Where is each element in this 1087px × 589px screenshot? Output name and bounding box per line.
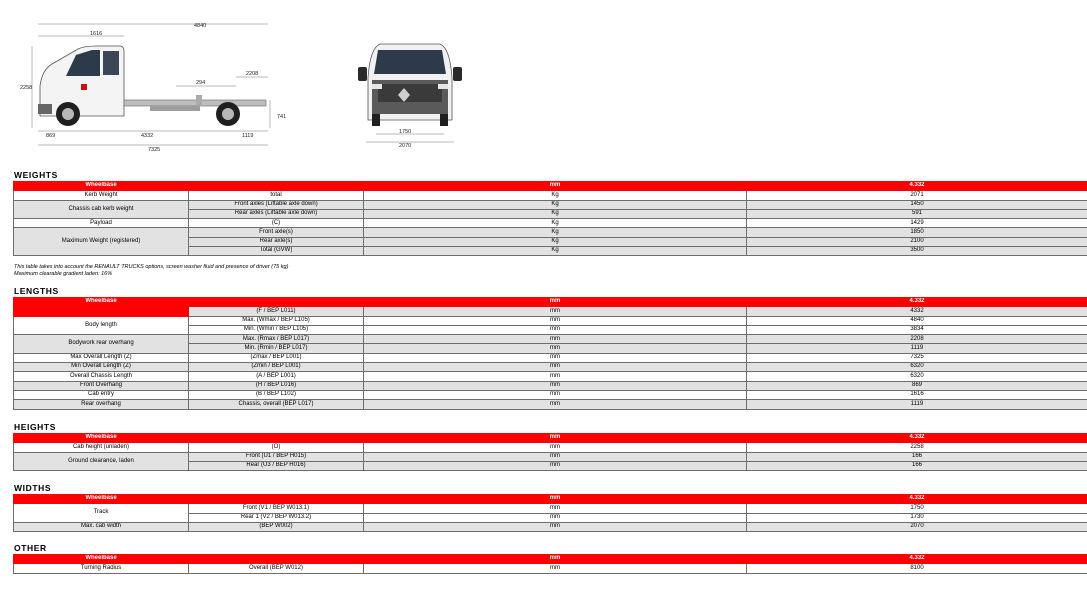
row-value: 1119 <box>747 400 1087 409</box>
heights-table <box>13 433 1087 471</box>
other-table <box>13 554 1087 574</box>
row-sublabel: Chassis, overall (BEP L017) <box>189 400 364 409</box>
row-value: 166 <box>747 452 1087 461</box>
row-value: 1616 <box>747 390 1087 399</box>
row-sublabel: Overall (BEP W012) <box>189 564 364 573</box>
dim-front-track: 1750 <box>399 129 412 135</box>
row-value: 2258 <box>747 443 1087 452</box>
row-sublabel: Front axle(s) <box>189 228 364 237</box>
widths-table <box>13 494 1087 532</box>
header-blank <box>189 555 364 564</box>
dim-front-width: 2070 <box>399 143 412 149</box>
row-unit: mm <box>364 372 747 381</box>
row-label: Kerb Weight <box>14 191 189 200</box>
row-label: Max Overall Length (Z) <box>14 353 189 362</box>
row-unit: mm <box>364 325 747 334</box>
dim-total-length: 7325 <box>148 147 161 153</box>
lengths-table <box>13 297 1087 410</box>
table-row <box>14 443 1087 452</box>
row-unit: mm <box>364 307 747 316</box>
header-wheelbase: Wheelbase <box>14 434 189 443</box>
dim-rear-height: 2208 <box>246 71 259 77</box>
row-value: 1450 <box>747 200 1087 209</box>
row-value: 591 <box>747 209 1087 218</box>
table-row <box>14 307 1087 316</box>
weights-table <box>13 181 1087 256</box>
row-label: Bodywork rear overhang <box>14 335 189 354</box>
row-value: 2100 <box>747 237 1087 246</box>
row-label: Front Overhang <box>14 381 189 390</box>
dim-wheelbase: 4332 <box>141 133 154 139</box>
row-sublabel: (BEP W002) <box>189 522 364 531</box>
weights-note-options: This table takes into account the RENAULT TRUCKS options, screen washer fluid and presence of driver (75 kg) <box>14 264 289 270</box>
row-label: Cab entry <box>14 390 189 399</box>
header-blank <box>189 434 364 443</box>
table-row <box>14 564 1087 573</box>
row-label: Ground clearance, laden <box>14 452 189 471</box>
row-value: 2070 <box>747 522 1087 531</box>
header-unit: mm <box>364 555 747 564</box>
row-value: 2071 <box>747 191 1087 200</box>
row-sublabel: Rear axles (Liftable axle down) <box>189 209 364 218</box>
side-view-truck <box>20 23 286 153</box>
header-blank <box>189 182 364 191</box>
row-value: 3834 <box>747 325 1087 334</box>
dim-cab-length: 1616 <box>90 31 103 37</box>
table-row <box>14 381 1087 390</box>
table-header-row <box>14 434 1087 443</box>
row-sublabel: Front axles (Liftable axle down) <box>189 200 364 209</box>
weights-note <box>14 264 288 277</box>
header-wheelbase: Wheelbase <box>14 298 189 307</box>
row-unit: Kg <box>364 209 747 218</box>
header-wheelbase-value: 4.332 <box>747 298 1087 307</box>
row-label: Chassis cab kerb weight <box>14 200 189 219</box>
row-value: 1730 <box>747 513 1087 522</box>
row-unit: mm <box>364 400 747 409</box>
row-sublabel: total <box>189 191 364 200</box>
header-unit: mm <box>364 434 747 443</box>
vehicle-dimension-drawing <box>0 0 1087 165</box>
row-value: 4332 <box>747 307 1087 316</box>
row-label: Payload <box>14 219 189 228</box>
row-sublabel: (O) <box>189 443 364 452</box>
heights-title: HEIGHTS <box>14 422 56 432</box>
row-unit: Kg <box>364 237 747 246</box>
table-row <box>14 363 1087 372</box>
table-row <box>14 335 1087 344</box>
row-sublabel: (H / BEP L016) <box>189 381 364 390</box>
row-unit: mm <box>364 564 747 573</box>
row-unit: mm <box>364 522 747 531</box>
weights-title: WEIGHTS <box>14 170 58 180</box>
row-sublabel: Total (GVW) <box>189 247 364 256</box>
table-header-row <box>14 182 1087 191</box>
header-wheelbase-value: 4.332 <box>747 495 1087 504</box>
row-value: 4840 <box>747 316 1087 325</box>
table-row <box>14 191 1087 200</box>
header-wheelbase: Wheelbase <box>14 555 189 564</box>
row-unit: mm <box>364 344 747 353</box>
lengths-title: LENGTHS <box>14 286 59 296</box>
dim-front-overhang: 869 <box>46 133 56 139</box>
row-sublabel: Max. (Rmax / BEP L017) <box>189 335 364 344</box>
row-value: 1850 <box>747 228 1087 237</box>
row-unit: mm <box>364 461 747 470</box>
row-sublabel: (C) <box>189 219 364 228</box>
header-wheelbase-value: 4.332 <box>747 434 1087 443</box>
row-sublabel: (F / BEP L011) <box>189 307 364 316</box>
dim-frame-gap: 294 <box>196 80 206 86</box>
row-sublabel: Front (V1 / BEP W013.1) <box>189 504 364 513</box>
row-unit: Kg <box>364 228 747 237</box>
row-unit: mm <box>364 452 747 461</box>
row-label: Body length <box>14 316 189 335</box>
header-wheelbase: Wheelbase <box>14 182 189 191</box>
table-row <box>14 504 1087 513</box>
table-row <box>14 390 1087 399</box>
row-unit: mm <box>364 363 747 372</box>
row-value: 6320 <box>747 372 1087 381</box>
row-value: 8100 <box>747 564 1087 573</box>
row-sublabel: (A / BEP L001) <box>189 372 364 381</box>
row-sublabel: Rear axle(s) <box>189 237 364 246</box>
row-unit: mm <box>364 335 747 344</box>
table-row <box>14 353 1087 362</box>
row-value: 7325 <box>747 353 1087 362</box>
dim-rear-overhang-height: 741 <box>277 114 287 120</box>
row-label: Min Overall Length (Z) <box>14 363 189 372</box>
table-row <box>14 372 1087 381</box>
header-blank <box>189 298 364 307</box>
row-unit: Kg <box>364 219 747 228</box>
row-label: Overall Chassis Length <box>14 372 189 381</box>
row-label: Maximum Weight (registered) <box>14 228 189 256</box>
table-header-row <box>14 555 1087 564</box>
row-unit: Kg <box>364 200 747 209</box>
row-unit: mm <box>364 390 747 399</box>
header-unit: mm <box>364 182 747 191</box>
row-unit: Kg <box>364 247 747 256</box>
table-row <box>14 522 1087 531</box>
row-label <box>14 307 189 316</box>
weights-note-gradient: Maximum clearable gradient laden: 16% <box>14 270 113 277</box>
dim-overall-height: 2258 <box>20 85 33 91</box>
row-sublabel: (Zmin / BEP L001) <box>189 363 364 372</box>
row-unit: mm <box>364 443 747 452</box>
row-label: Turning Radius <box>14 564 189 573</box>
table-row <box>14 452 1087 461</box>
row-sublabel: Rear 1 (V2 / BEP W013.2) <box>189 513 364 522</box>
row-label: Track <box>14 504 189 523</box>
row-value: 6320 <box>747 363 1087 372</box>
row-unit: mm <box>364 504 747 513</box>
table-row <box>14 400 1087 409</box>
table-header-row <box>14 495 1087 504</box>
row-label: Cab height (unladen) <box>14 443 189 452</box>
row-unit: mm <box>364 316 747 325</box>
dim-rear-overhang: 1119 <box>242 133 254 139</box>
header-wheelbase-value: 4.332 <box>747 555 1087 564</box>
row-value: 3500 <box>747 247 1087 256</box>
other-title: OTHER <box>14 543 47 553</box>
row-sublabel: Min. (Rmin / BEP L017) <box>189 344 364 353</box>
row-unit: mm <box>364 381 747 390</box>
row-sublabel: Min. (Wmin / BEP L105) <box>189 325 364 334</box>
row-value: 1750 <box>747 504 1087 513</box>
header-blank <box>189 495 364 504</box>
table-row <box>14 316 1087 325</box>
row-unit: Kg <box>364 191 747 200</box>
row-sublabel: (B / BEP L102) <box>189 390 364 399</box>
dim-top-length: 4840 <box>194 23 207 29</box>
table-row <box>14 200 1087 209</box>
front-view-truck <box>358 44 462 149</box>
row-sublabel: (Zmax / BEP L001) <box>189 353 364 362</box>
row-sublabel: Max. (Wmax / BEP L105) <box>189 316 364 325</box>
table-row <box>14 228 1087 237</box>
row-unit: mm <box>364 513 747 522</box>
row-value: 2208 <box>747 335 1087 344</box>
row-unit: mm <box>364 353 747 362</box>
row-value: 1119 <box>747 344 1087 353</box>
widths-title: WIDTHS <box>14 483 52 493</box>
row-value: 1429 <box>747 219 1087 228</box>
vehicle-drawings <box>0 0 1087 165</box>
table-row <box>14 219 1087 228</box>
row-label: Max. cab width <box>14 522 189 531</box>
row-label: Rear overhang <box>14 400 189 409</box>
row-sublabel: Front (U1 / BEP H015) <box>189 452 364 461</box>
header-wheelbase-value: 4.332 <box>747 182 1087 191</box>
row-value: 166 <box>747 461 1087 470</box>
header-wheelbase: Wheelbase <box>14 495 189 504</box>
table-header-row <box>14 298 1087 307</box>
row-value: 869 <box>747 381 1087 390</box>
header-unit: mm <box>364 298 747 307</box>
header-unit: mm <box>364 495 747 504</box>
row-sublabel: Rear (U3 / BEP H016) <box>189 461 364 470</box>
